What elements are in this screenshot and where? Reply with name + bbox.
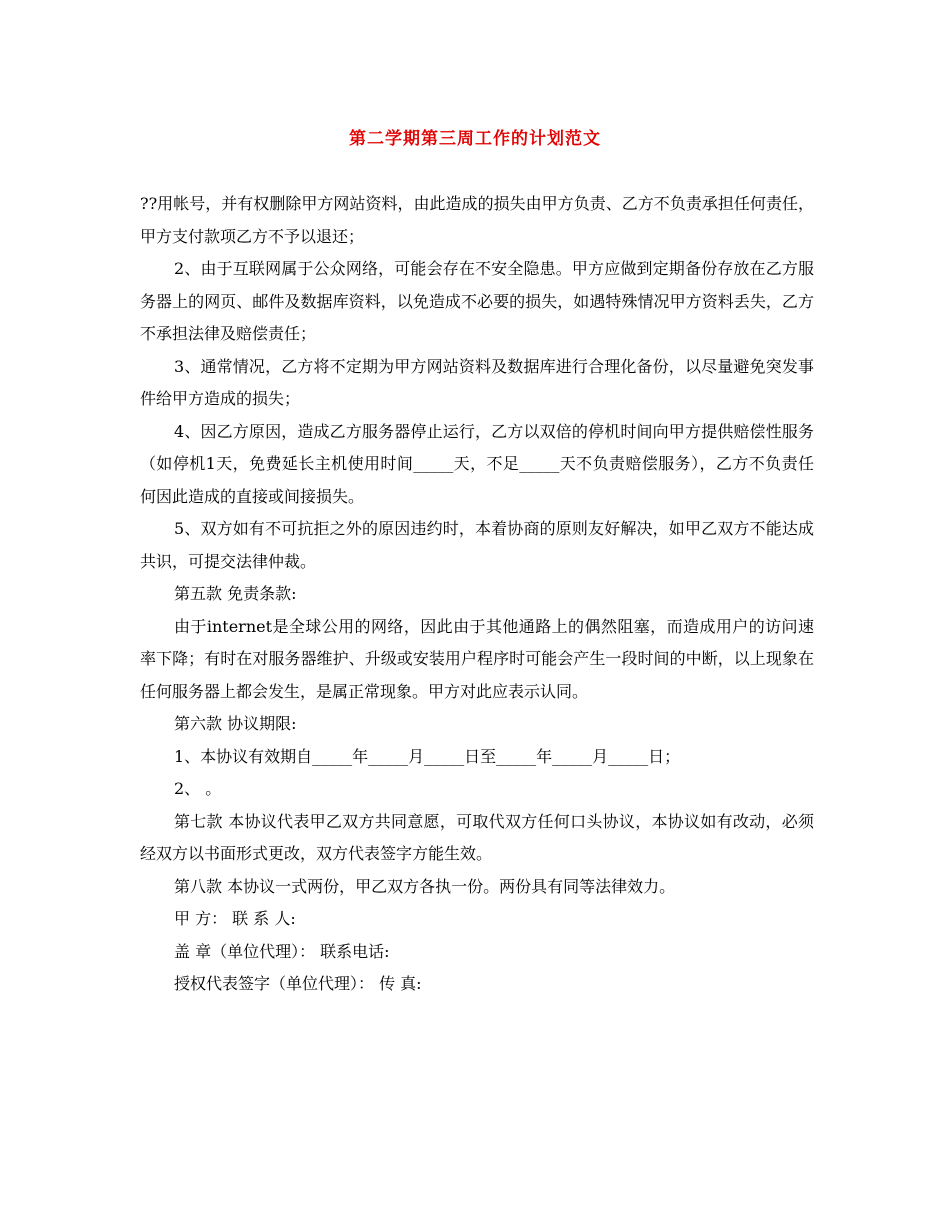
signature-line: 盖 章（单位代理）： 联系电话: [174, 941, 390, 961]
paragraph: 4、因乙方原因，造成乙方服务器停止运行，乙方以双倍的停机时间向甲方提供赔偿性服务（如停机1天，免费延长主机使用时间_____天，不足_____天不负责赔偿服务），乙方不负责任何因此造成的直接或间接损失。 [140, 421, 814, 506]
section-heading: 第五款 免责条款: [174, 584, 297, 603]
paragraph: 2、 。 [174, 779, 222, 798]
paragraph: 5、双方如有不可抗拒之外的原因违约时，本着协商的原则友好解决，如甲乙双方不能达成共识，可提交法律仲裁。 [140, 519, 814, 571]
document-title: 第二学期第三周工作的计划范文 [349, 129, 601, 149]
signature-line: 甲 方： 联 系 人: [174, 909, 296, 928]
paragraph: ??用帐号，并有权删除甲方网站资料，由此造成的损失由甲方负责、乙方不负责承担任何责任，甲方支付款项乙方不予以退还； [140, 194, 814, 246]
paragraph: 2、由于互联网属于公众网络，可能会存在不安全隐患。甲方应做到定期备份存放在乙方服务器上的网页、邮件及数据库资料，以免造成不必要的损失，如遇特殊情况甲方资料丢失，乙方不承担法律及赔偿责任； [140, 259, 814, 343]
paragraph: 第七款 本协议代表甲乙双方共同意愿，可取代双方任何口头协议，本协议如有改动，必须经双方以书面形式更改，双方代表签字方能生效。 [140, 811, 814, 863]
paragraph: 由于internet是全球公用的网络，因此由于其他通路上的偶然阻塞，而造成用户的访问速率下降；有时在对服务器维护、升级或安装用户程序时可能会产生一段时间的中断，以上现象在任何服务器上都会发生，是属正常现象。甲方对此应表示认同。 [140, 616, 814, 701]
paragraph: 第八款 本协议一式两份，甲乙双方各执一份。两份具有同等法律效力。 [174, 876, 676, 896]
paragraph: 3、通常情况，乙方将不定期为甲方网站资料及数据库进行合理化备份，以尽量避免突发事件给甲方造成的损失； [140, 356, 814, 408]
signature-line: 授权代表签字（单位代理）： 传 真: [174, 974, 422, 993]
document-body [140, 188, 814, 1001]
paragraph: 1、本协议有效期自_____年_____月_____日至_____年_____月_____日； [174, 746, 681, 766]
section-heading: 第六款 协议期限: [174, 714, 297, 733]
